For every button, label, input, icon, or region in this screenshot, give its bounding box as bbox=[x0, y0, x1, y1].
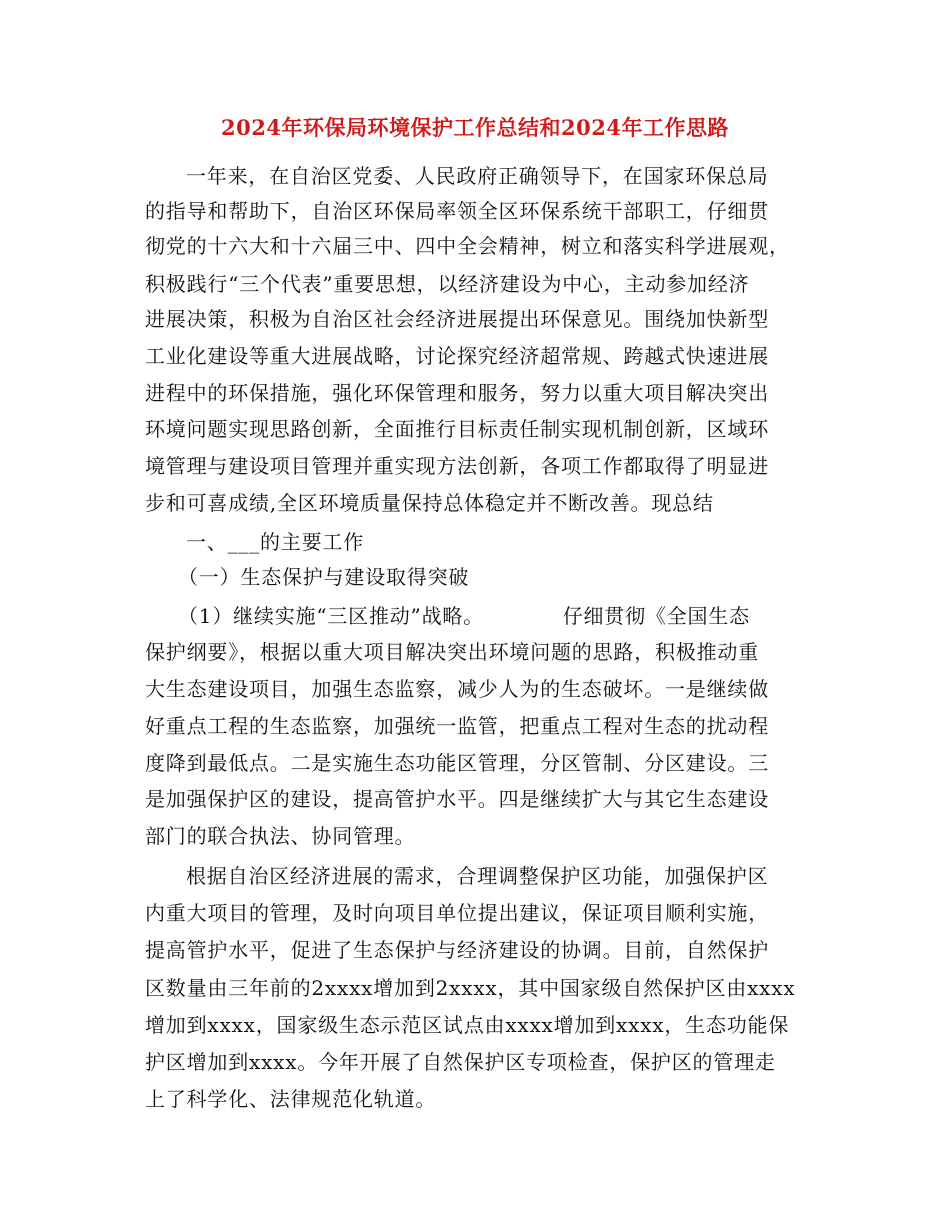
text-line: 根据自治区经济进展的需求，合理调整保护区功能，加强保护区 bbox=[186, 864, 769, 888]
text-line: 环境问题实现思路创新，全面推行目标责任制实现机制创新，区域环 bbox=[145, 417, 769, 441]
text-line: 大生态建设项目，加强生态监察，减少人为的生态破坏。一是继续做 bbox=[145, 677, 769, 701]
text-line: 进展决策，积极为自治区社会经济进展提出环保意见。围绕加快新型 bbox=[145, 307, 769, 331]
text-line: 工业化建设等重大进展战略，讨论探究经济超常规、跨越式快速进展 bbox=[145, 344, 769, 368]
document-title: 2024年环保局环境保护工作总结和2024年工作思路 bbox=[221, 115, 729, 140]
text-line: 一年来，在自治区党委、人民政府正确领导下，在国家环保总局 bbox=[186, 164, 769, 188]
text-line: 进程中的环保措施，强化环保管理和服务，努力以重大项目解决突出 bbox=[145, 381, 769, 405]
text-line: 好重点工程的生态监察，加强统一监管，把重点工程对生态的扰动程 bbox=[145, 714, 769, 738]
text-line: （1）继续实施“三区推动”战略。 仔细贯彻《全国生态 bbox=[178, 604, 750, 628]
text-line: 内重大项目的管理，及时向项目单位提出建议，保证项目顺利实施， bbox=[145, 901, 769, 925]
text-line: 上了科学化、法律规范化轨道。 bbox=[145, 1087, 437, 1111]
text-line: 度降到最低点。二是实施生态功能区管理，分区管制、分区建设。三 bbox=[145, 751, 769, 775]
text-line: 部门的联合执法、协同管理。 bbox=[145, 824, 416, 848]
text-line: 区数量由三年前的2xxxx增加到2xxxx，其中国家级自然保护区由xxxx bbox=[145, 976, 796, 1000]
text-line: 境管理与建设项目管理并重实现方法创新，各项工作都取得了明显进 bbox=[145, 454, 769, 478]
text-line: 保护纲要》，根据以重大项目解决突出环境问题的思路，积极推动重 bbox=[145, 640, 759, 664]
text-line: 积极践行“三个代表”重要思想，以经济建设为中心，主动参加经济 bbox=[145, 272, 750, 296]
text-line: 护区增加到xxxx。今年开展了自然保护区专项检查，保护区的管理走 bbox=[145, 1050, 776, 1074]
text-line: 的指导和帮助下，自治区环保局率领全区环保系统干部职工，仔细贯 bbox=[145, 199, 769, 223]
subsection-heading: （一）生态保护与建设取得突破 bbox=[178, 565, 470, 589]
text-line: 步和可喜成绩,全区环境质量保持总体稳定并不断改善。现总结 bbox=[145, 491, 714, 515]
text-line: 彻党的十六大和十六届三中、四中全会精神，树立和落实科学进展观， bbox=[145, 234, 790, 258]
text-line: 增加到xxxx，国家级生态示范区试点由xxxx增加到xxxx，生态功能保 bbox=[145, 1013, 790, 1037]
section-heading: 一、___的主要工作 bbox=[186, 530, 364, 554]
text-line: 提高管护水平，促进了生态保护与经济建设的协调。目前，自然保护 bbox=[145, 938, 769, 962]
text-line: 是加强保护区的建设，提高管护水平。四是继续扩大与其它生态建设 bbox=[145, 787, 769, 811]
